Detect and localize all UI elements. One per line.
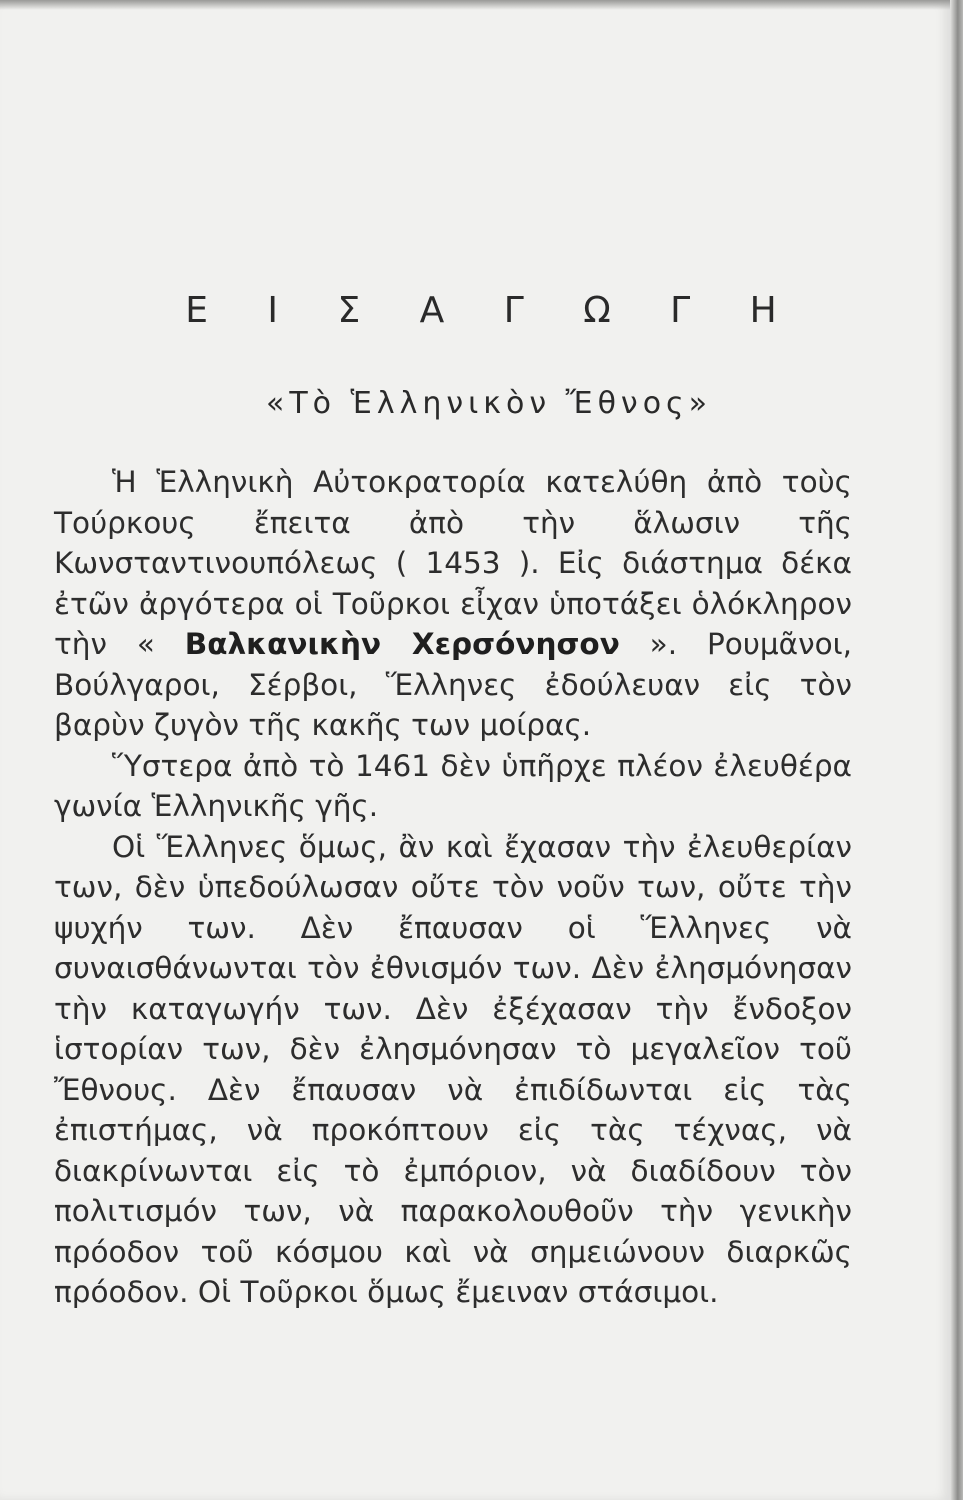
- body-text: [54, 462, 852, 1313]
- page-binding-edge: [950, 0, 963, 1500]
- section-subtitle: «Τὸ Ἑλληνικὸν Ἔθνος»: [265, 386, 713, 421]
- paragraph-1-text-b: ». Ρουμᾶνοι, Βούλγαροι, Σέρβοι, Ἕλληνες ἐδούλευαν εἰς τὸν βαρὺν ζυγὸν τῆς κακῆς των μοίρας.: [54, 627, 852, 742]
- paragraph-1: [54, 462, 852, 746]
- paragraph-2: Ὕστερα ἀπὸ τὸ 1461 δὲν ὑπῆρχε πλέον ἐλευθέρα γωνία Ἑλληνικῆς γῆς.: [54, 748, 852, 823]
- paragraph-1-bold-term: Βαλκανικὴν Χερσόνησον: [184, 627, 620, 661]
- paragraph-1-text-a: Ἡ Ἑλληνικὴ Αὐτοκρατορία κατελύθη ἀπὸ τοὺς Τούρκους ἔπειτα ἀπὸ τὴν ἅλωσιν τῆς Κωνσταντινουπόλεως ( 1453 ). Εἰς διάστημα δέκα ἐτῶν ἀργότερα οἱ Τοῦρκοι εἶχαν ὑποτάξει ὁλόκληρον τὴν «: [54, 465, 852, 661]
- page-top-shadow: [0, 0, 963, 10]
- paragraph-3: Οἱ Ἕλληνες ὅμως, ἂν καὶ ἔχασαν τὴν ἐλευθερίαν των, δὲν ὑπεδούλωσαν οὔτε τὸν νοῦν των, οὔτε τὴν ψυχήν των. Δὲν ἔπαυσαν οἱ Ἕλληνες νὰ συναισθάνωνται τὸν ἐθνισμόν των. Δὲν ἐλησμόνησαν τὴν καταγωγήν των. Δὲν ἐξέχασαν τὴν ἔνδοξον ἱστορίαν των, δὲν ἐλησμόνησαν τὸ μεγαλεῖον τοῦ Ἔθνους. Δὲν ἔπαυσαν νὰ ἐπιδίδωνται εἰς τὰς ἐπιστήμας, νὰ προκόπτουν εἰς τὰς τέχνας, νὰ διακρίνωνται εἰς τὸ ἐμπόριον, νὰ διαδίδουν τὸν πολιτισμόν των, νὰ παρακολουθοῦν τὴν γενικὴν πρόοδον τοῦ κόσμου καὶ νὰ σημειώνουν διαρκῶς πρόοδον. Οἱ Τοῦρκοι ὅμως ἔμειναν στάσιμοι.: [54, 829, 852, 1309]
- chapter-title: Ε Ι Σ Α Γ Ω Γ Η: [185, 290, 801, 331]
